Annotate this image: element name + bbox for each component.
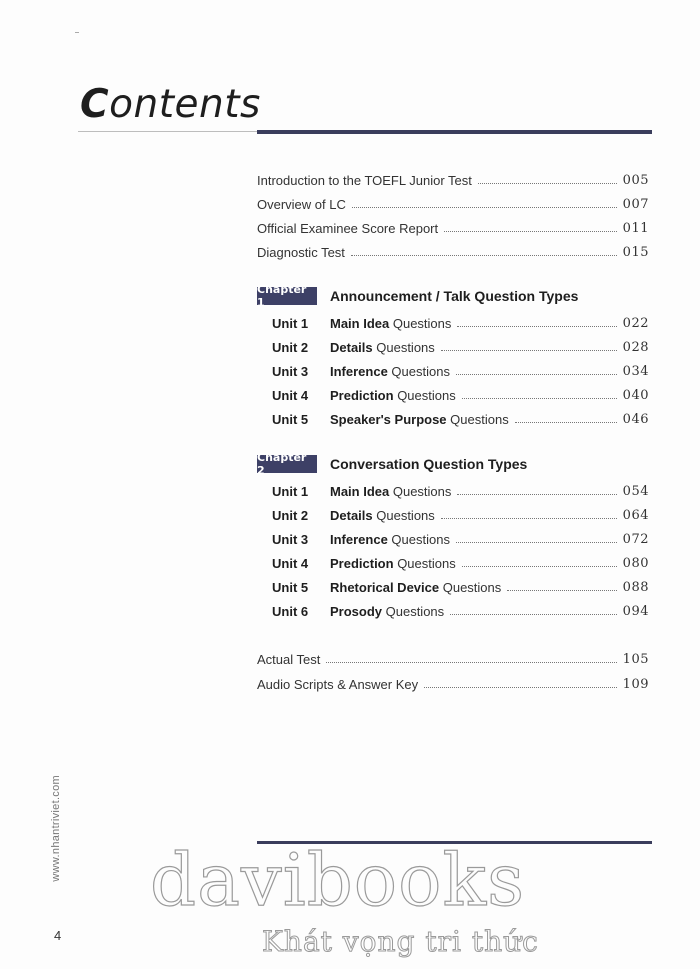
unit-number: Unit 2: [272, 508, 309, 523]
unit-topic-rest: Questions: [372, 340, 435, 355]
chapter-1-unit-1[interactable]: [272, 313, 649, 331]
side-website-url: www.nhantriviet.com: [50, 775, 62, 882]
leader-dots: [351, 254, 617, 256]
chapter-2-badge: Chapter 2: [257, 455, 317, 473]
chapter-2-unit-2[interactable]: [272, 505, 649, 523]
unit-page: 028: [622, 340, 649, 355]
chapter-1-title[interactable]: Announcement / Talk Question Types: [330, 288, 579, 304]
leader-dots: [444, 230, 617, 232]
leader-dots: [352, 206, 617, 208]
toc-entry-score-report[interactable]: [257, 218, 649, 236]
page-title-initial: C: [80, 82, 110, 127]
chapter-1-unit-3[interactable]: [272, 361, 649, 379]
unit-topic: [330, 316, 451, 331]
toc-entry-label: Official Examinee Score Report: [257, 221, 439, 236]
page-number: 4: [54, 928, 62, 943]
unit-topic: [330, 532, 450, 547]
leader-dots: [326, 661, 616, 663]
watermark-tagline: Khát vọng tri thức: [262, 925, 539, 958]
leader-dots: [457, 493, 616, 495]
page-title: [80, 82, 261, 127]
unit-number: Unit 5: [272, 580, 309, 595]
leader-dots: [450, 613, 617, 615]
unit-topic-bold: Details: [330, 508, 373, 523]
chapter-2-unit-4[interactable]: [272, 553, 649, 571]
unit-topic: [330, 556, 456, 571]
unit-page: 022: [622, 316, 649, 331]
title-underline-thin: [78, 131, 258, 132]
unit-topic-bold: Inference: [330, 364, 388, 379]
unit-page: 088: [622, 580, 649, 595]
unit-page: 072: [622, 532, 649, 547]
unit-topic-rest: Questions: [393, 556, 456, 571]
unit-topic-rest: Questions: [382, 604, 445, 619]
leader-dots: [462, 397, 617, 399]
toc-entry-label: Audio Scripts & Answer Key: [257, 677, 419, 692]
unit-topic-bold: Rhetorical Device: [330, 580, 440, 595]
unit-topic: [330, 508, 435, 523]
chapter-2-unit-1[interactable]: [272, 481, 649, 499]
unit-number: Unit 6: [272, 604, 309, 619]
unit-topic-rest: Questions: [389, 316, 452, 331]
toc-entry-label: Overview of LC: [257, 197, 346, 212]
chapter-1-unit-5[interactable]: [272, 409, 649, 427]
unit-page: 054: [622, 484, 649, 499]
watermark-brand: davibooks: [150, 838, 526, 922]
toc-entry-introduction[interactable]: [257, 170, 649, 188]
unit-topic: [330, 484, 451, 499]
unit-number: Unit 4: [272, 556, 309, 571]
unit-number: Unit 3: [272, 532, 309, 547]
chapter-2-unit-3[interactable]: [272, 529, 649, 547]
leader-dots: [507, 589, 616, 591]
unit-topic-rest: Questions: [439, 580, 502, 595]
toc-entry-page: 005: [622, 173, 649, 188]
leader-dots: [424, 686, 617, 688]
unit-number: Unit 3: [272, 364, 309, 379]
unit-topic-rest: Questions: [446, 412, 509, 427]
unit-number: Unit 1: [272, 484, 309, 499]
toc-entry-page: 011: [622, 221, 649, 236]
unit-page: 080: [622, 556, 649, 571]
chapter-2-unit-6[interactable]: [272, 601, 649, 619]
chapter-2-title[interactable]: Conversation Question Types: [330, 456, 528, 472]
leader-dots: [478, 182, 617, 184]
unit-topic: [330, 580, 501, 595]
chapter-1-unit-2[interactable]: [272, 337, 649, 355]
unit-topic: [330, 364, 450, 379]
unit-topic-bold: Main Idea: [330, 316, 390, 331]
title-underline-thick: [257, 130, 652, 134]
toc-entry-page: 007: [622, 197, 649, 212]
toc-entry-page: 105: [622, 652, 649, 667]
leader-dots: [462, 565, 617, 567]
leader-dots: [457, 325, 616, 327]
toc-entry-actual-test[interactable]: [257, 649, 649, 667]
unit-topic-bold: Prediction: [330, 388, 394, 403]
unit-topic-bold: Speaker's Purpose: [330, 412, 447, 427]
unit-topic-rest: Questions: [372, 508, 435, 523]
unit-page: 034: [622, 364, 649, 379]
unit-topic-bold: Prosody: [330, 604, 383, 619]
toc-entry-page: 109: [622, 677, 649, 692]
unit-topic: [330, 388, 456, 403]
leader-dots: [515, 421, 617, 423]
page-title-rest: ontents: [109, 82, 261, 127]
toc-entry-label: Actual Test: [257, 652, 321, 667]
toc-entry-overview[interactable]: [257, 194, 649, 212]
leader-dots: [441, 349, 617, 351]
unit-topic-bold: Inference: [330, 532, 388, 547]
unit-topic-bold: Main Idea: [330, 484, 390, 499]
unit-number: Unit 1: [272, 316, 309, 331]
toc-entry-label: Diagnostic Test: [257, 245, 345, 260]
unit-number: Unit 2: [272, 340, 309, 355]
leader-dots: [441, 517, 617, 519]
leader-dots: [456, 541, 617, 543]
chapter-1-badge: Chapter 1: [257, 287, 317, 305]
chapter-2-unit-5[interactable]: [272, 577, 649, 595]
unit-page: 094: [622, 604, 649, 619]
unit-topic-rest: Questions: [387, 532, 450, 547]
unit-topic-rest: Questions: [393, 388, 456, 403]
toc-entry-audio-scripts[interactable]: [257, 674, 649, 692]
unit-topic: [330, 604, 444, 619]
toc-entry-label: Introduction to the TOEFL Junior Test: [257, 173, 472, 188]
unit-topic: [330, 412, 509, 427]
crop-mark: [75, 32, 79, 33]
chapter-1-unit-4[interactable]: [272, 385, 649, 403]
unit-topic-rest: Questions: [389, 484, 452, 499]
unit-topic-bold: Prediction: [330, 556, 394, 571]
toc-entry-diagnostic[interactable]: [257, 242, 649, 260]
unit-page: 064: [622, 508, 649, 523]
unit-topic-bold: Details: [330, 340, 373, 355]
unit-number: Unit 5: [272, 412, 309, 427]
leader-dots: [456, 373, 617, 375]
unit-number: Unit 4: [272, 388, 309, 403]
unit-topic: [330, 340, 435, 355]
unit-page: 040: [622, 388, 649, 403]
unit-page: 046: [622, 412, 649, 427]
toc-entry-page: 015: [622, 245, 649, 260]
unit-topic-rest: Questions: [387, 364, 450, 379]
